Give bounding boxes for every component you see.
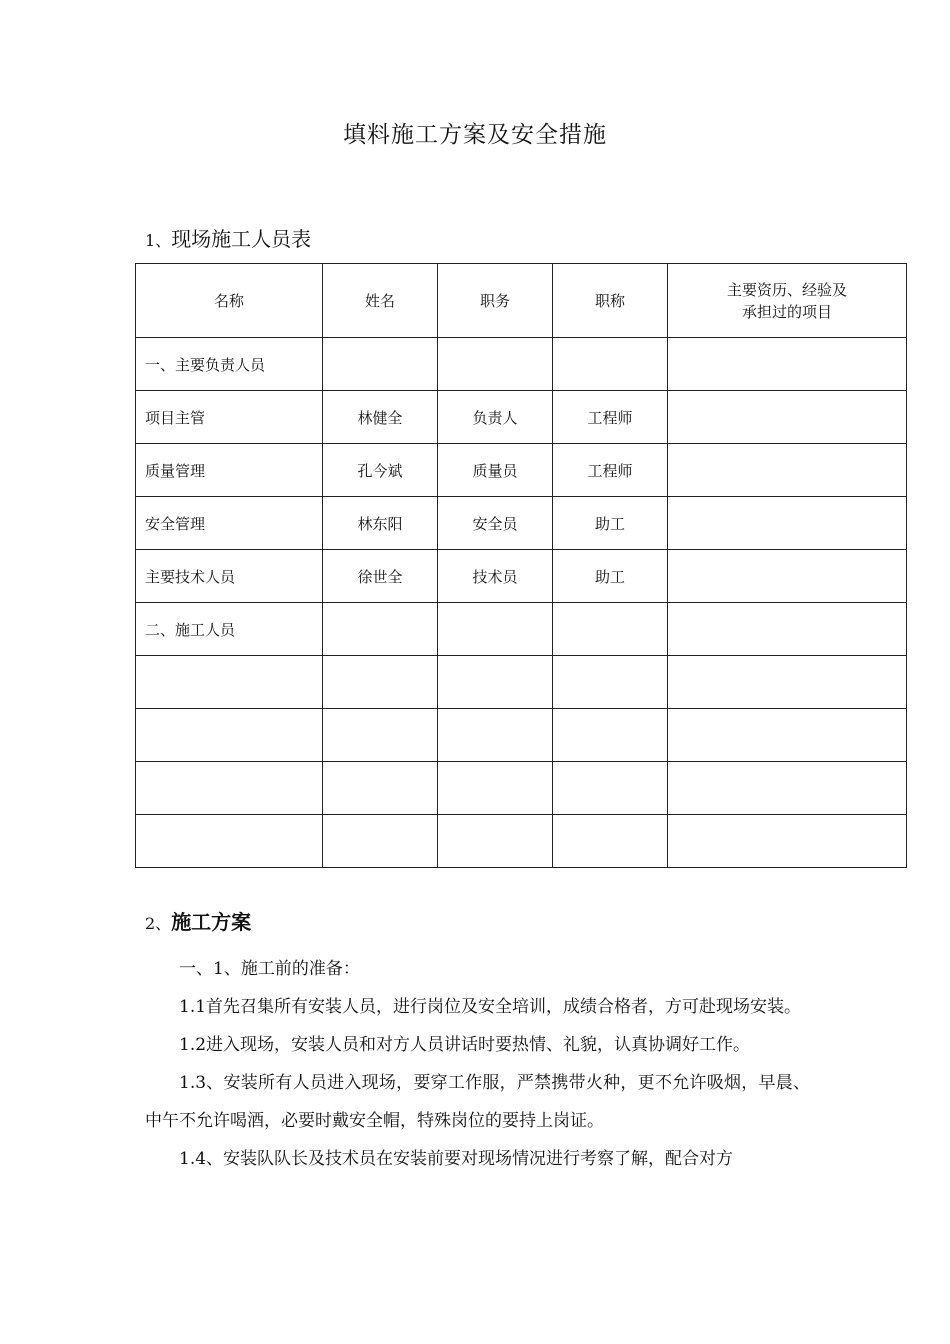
table-cell <box>438 656 553 709</box>
table-cell <box>323 656 438 709</box>
staff-table <box>135 263 907 868</box>
table-cell <box>438 338 553 391</box>
table-cell <box>438 709 553 762</box>
table-cell <box>668 656 907 709</box>
header-experience-line2: 承担过的项目 <box>741 302 832 321</box>
section-2-number: 2、 <box>145 914 172 933</box>
table-row <box>136 603 907 656</box>
table-cell: 一、主要负责人员 <box>136 338 323 391</box>
header-experience <box>668 264 907 338</box>
table-cell <box>136 709 323 762</box>
paragraph: 1.2进入现场，安装人员和对方人员讲话时要热情、礼貌，认真协调好工作。 <box>179 1035 751 1055</box>
table-cell: 质量管理 <box>136 444 323 497</box>
table-cell: 安全管理 <box>136 497 323 550</box>
header-role: 名称 <box>136 264 323 338</box>
table-header-row <box>136 264 907 338</box>
table-row <box>136 338 907 391</box>
table-cell: 项目主管 <box>136 391 323 444</box>
table-cell <box>553 656 668 709</box>
section-2-heading <box>145 906 251 935</box>
table-row <box>136 497 907 550</box>
table-cell: 助工 <box>553 550 668 603</box>
table-cell: 质量员 <box>438 444 553 497</box>
table-row <box>136 762 907 815</box>
table-cell: 安全员 <box>438 497 553 550</box>
table-cell <box>553 815 668 868</box>
table-row <box>136 391 907 444</box>
table-cell <box>136 762 323 815</box>
header-experience-line1: 主要资历、经验及 <box>726 280 847 299</box>
table-cell: 林东阳 <box>323 497 438 550</box>
table-cell <box>438 603 553 656</box>
table-cell: 工程师 <box>553 391 668 444</box>
header-name: 姓名 <box>323 264 438 338</box>
table-cell <box>438 815 553 868</box>
table-cell: 二、施工人员 <box>136 603 323 656</box>
paragraph: 1.1首先召集所有安装人员，进行岗位及安全培训，成绩合格者，方可赴现场安装。 <box>179 997 802 1017</box>
paragraph: 1.3、安装所有人员进入现场，要穿工作服，严禁携带火种，更不允许吸烟，早晨、中午不允许喝酒，必要时戴安全帽，特殊岗位的要持上岗证。 <box>145 1073 810 1131</box>
table-cell: 徐世全 <box>323 550 438 603</box>
table-cell <box>668 444 907 497</box>
document-title: 填料施工方案及安全措施 <box>343 122 607 148</box>
header-position: 职务 <box>438 264 553 338</box>
table-cell: 主要技术人员 <box>136 550 323 603</box>
table-cell <box>323 815 438 868</box>
table-cell: 技术员 <box>438 550 553 603</box>
table-cell <box>668 603 907 656</box>
table-cell <box>136 815 323 868</box>
table-cell <box>668 815 907 868</box>
paragraph: 1.4、安装队队长及技术员在安装前要对现场情况进行考察了解，配合对方 <box>179 1149 734 1169</box>
table-row <box>136 656 907 709</box>
table-cell: 林健全 <box>323 391 438 444</box>
table-cell <box>668 762 907 815</box>
section-1-heading <box>145 223 311 252</box>
table-row <box>136 709 907 762</box>
table-cell <box>668 338 907 391</box>
section-2-title: 施工方案 <box>171 910 252 934</box>
table-cell <box>668 709 907 762</box>
table-cell <box>323 709 438 762</box>
section-1-title: 现场施工人员表 <box>171 227 312 251</box>
table-row <box>136 815 907 868</box>
table-cell: 工程师 <box>553 444 668 497</box>
table-row <box>136 444 907 497</box>
header-title: 职称 <box>553 264 668 338</box>
table-cell <box>438 762 553 815</box>
table-cell <box>668 550 907 603</box>
body-text <box>145 950 810 1178</box>
table-cell <box>136 656 323 709</box>
table-cell <box>323 338 438 391</box>
table-cell <box>553 762 668 815</box>
table-cell <box>668 391 907 444</box>
table-cell <box>553 603 668 656</box>
table-cell <box>668 497 907 550</box>
table-cell <box>323 762 438 815</box>
table-cell <box>553 338 668 391</box>
table-cell <box>553 709 668 762</box>
table-row <box>136 550 907 603</box>
table-cell: 孔今斌 <box>323 444 438 497</box>
paragraph: 一、1、施工前的准备： <box>179 959 360 979</box>
table-cell: 助工 <box>553 497 668 550</box>
table-cell <box>323 603 438 656</box>
table-cell: 负责人 <box>438 391 553 444</box>
section-1-number: 1、 <box>145 231 172 250</box>
